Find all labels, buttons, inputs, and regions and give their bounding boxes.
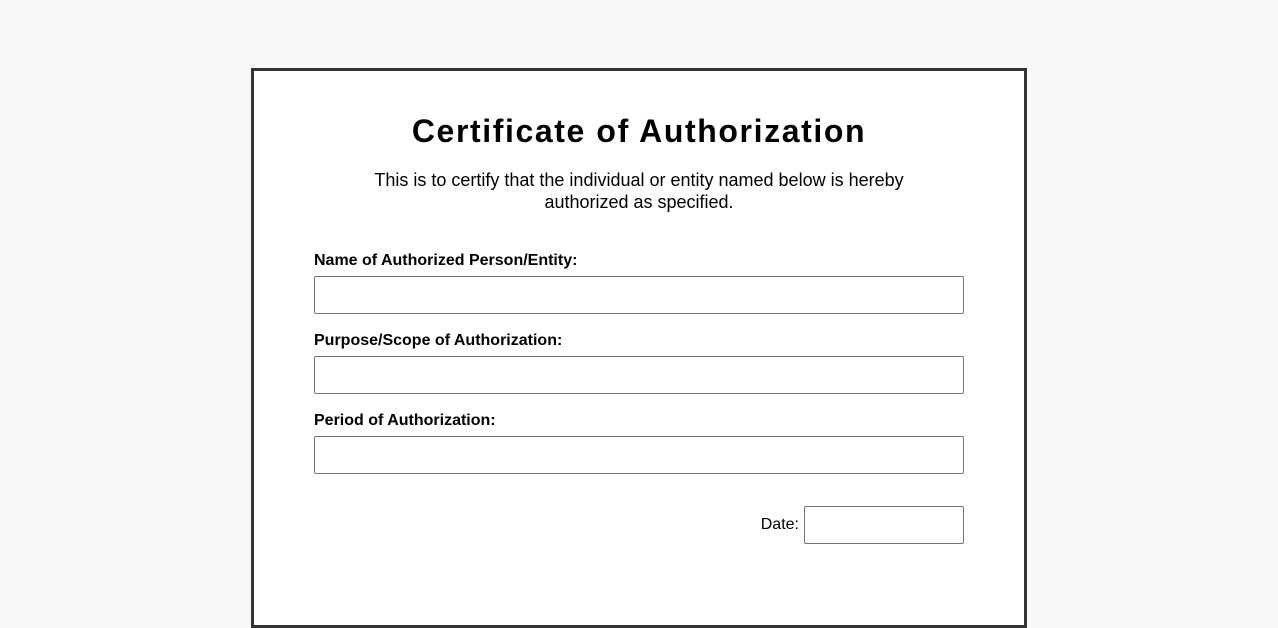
purpose-input[interactable] [314,356,964,394]
purpose-field-label: Purpose/Scope of Authorization: [314,332,563,349]
date-input[interactable] [804,506,964,544]
date-field-label: Date: [760,516,799,533]
period-field-label: Period of Authorization: [314,412,496,429]
period-input[interactable] [314,436,964,474]
certificate-title: Certificate of Authorization [411,113,867,149]
certificate-panel [251,68,1027,628]
name-input[interactable] [314,276,964,314]
certificate-intro-text: This is to certify that the individual or entity named below is hereby authorized as specified. [374,170,904,212]
name-field-label: Name of Authorized Person/Entity: [314,252,578,269]
